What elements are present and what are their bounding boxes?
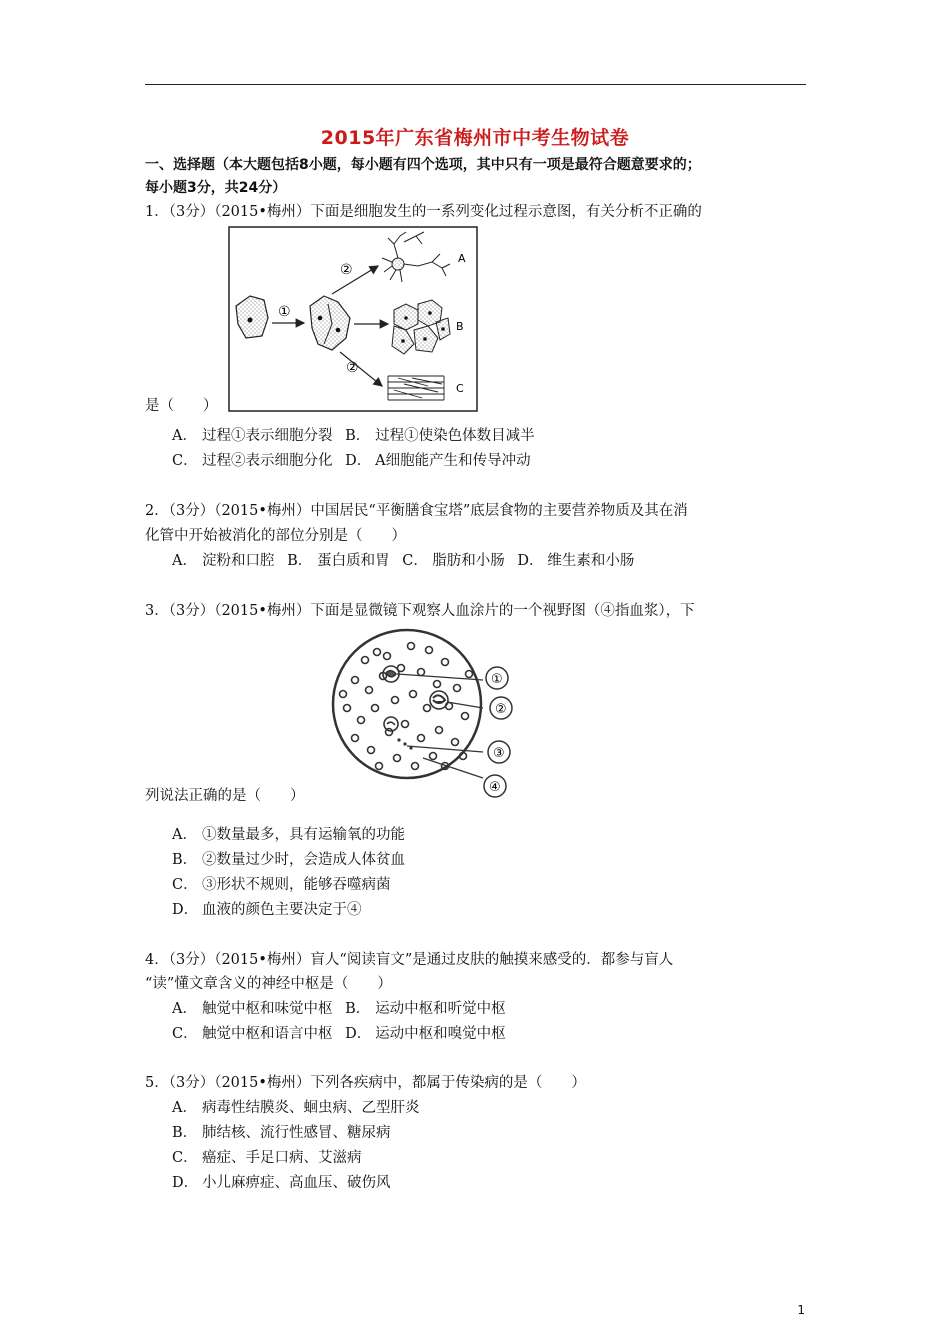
q2-option-a: 淀粉和口腔 bbox=[202, 553, 275, 569]
platelets bbox=[397, 738, 412, 749]
q1-option-b-key: B． bbox=[345, 428, 371, 444]
q3-option-b: ②数量过少时，会造成人体贫血 bbox=[202, 852, 405, 868]
q5-option-c: 癌症、手足口病、艾滋病 bbox=[202, 1150, 362, 1166]
q3-option-a-row bbox=[172, 825, 405, 845]
arrow-to-a bbox=[332, 266, 378, 294]
q5-option-c-row bbox=[172, 1148, 362, 1168]
q1-stem-line1: 1．（3分）（2015•梅州）下面是细胞发生的一系列变化过程示意图，有关分析不正确的 bbox=[145, 204, 702, 220]
q4-option-d: 运动中枢和嗅觉中枢 bbox=[375, 1026, 506, 1042]
q2-stem-line1: 2．（3分）（2015•梅州）中国居民“平衡膳食宝塔”底层食物的主要营养物质及其在消 bbox=[145, 503, 688, 519]
q2-option-b-key: B． bbox=[287, 553, 313, 569]
q5-option-d: 小儿麻痹症、高血压、破伤风 bbox=[202, 1175, 391, 1191]
q5-option-d-key: D． bbox=[172, 1175, 199, 1191]
blood-smear-diagram bbox=[325, 628, 525, 804]
q2-option-d: 维生素和小肠 bbox=[547, 553, 635, 569]
two-cells bbox=[310, 296, 350, 350]
q1-option-a-key: A． bbox=[172, 428, 197, 444]
q1-options-row2 bbox=[172, 451, 531, 471]
q4-option-a: 触觉中枢和味觉中枢 bbox=[202, 1001, 333, 1017]
q4-stem-line2: “读”懂文章含义的神经中枢是（ ） bbox=[145, 976, 392, 992]
q4-option-d-key: D． bbox=[345, 1026, 372, 1042]
q2-option-c: 脂肪和小肠 bbox=[432, 553, 505, 569]
q5-option-d-row bbox=[172, 1173, 391, 1193]
q3-option-d: 血液的颜色主要决定于④ bbox=[202, 902, 362, 918]
q4-option-c: 触觉中枢和语言中枢 bbox=[202, 1026, 333, 1042]
step2b-label: ② bbox=[346, 360, 359, 376]
white-blood-cell-2 bbox=[430, 691, 448, 709]
q5-option-b: 肺结核、流行性感冒、糖尿病 bbox=[202, 1125, 391, 1141]
q1-option-b: 过程①使染色体数目减半 bbox=[375, 428, 535, 444]
q2-option-b: 蛋白质和胃 bbox=[317, 553, 390, 569]
q3-stem-line2: 列说法正确的是（ ） bbox=[145, 788, 305, 804]
callout-1: ① bbox=[491, 672, 503, 687]
q3-option-c-key: C． bbox=[172, 877, 198, 893]
q3-option-b-key: B． bbox=[172, 852, 198, 868]
q4-option-b-key: B． bbox=[345, 1001, 371, 1017]
q5-option-a: 病毒性结膜炎、蛔虫病、乙型肝炎 bbox=[202, 1100, 420, 1116]
q2-option-d-key: D． bbox=[517, 553, 544, 569]
neuron-cell-a bbox=[382, 232, 450, 282]
label-c: C bbox=[456, 382, 464, 395]
q2-options-row bbox=[172, 551, 634, 571]
header-rule bbox=[145, 84, 806, 85]
q3-option-b-row bbox=[172, 850, 405, 870]
q4-stem-line1: 4．（3分）（2015•梅州）盲人“阅读盲文”是通过皮肤的触摸来感受的．都参与盲人 bbox=[145, 952, 674, 968]
step2a-label: ② bbox=[340, 262, 353, 278]
q3-option-c: ③形状不规则，能够吞噬病菌 bbox=[202, 877, 391, 893]
q5-option-b-key: B． bbox=[172, 1125, 198, 1141]
q3-option-d-key: D． bbox=[172, 902, 199, 918]
q5-option-c-key: C． bbox=[172, 1150, 198, 1166]
q1-option-d-key: D． bbox=[345, 453, 372, 469]
callout-4: ④ bbox=[489, 780, 501, 795]
q1-option-c: 过程②表示细胞分化 bbox=[202, 453, 333, 469]
q2-stem-line2: 化管中开始被消化的部位分别是（ ） bbox=[145, 528, 406, 544]
q1-option-d: A细胞能产生和传导冲动 bbox=[375, 453, 531, 469]
q3-option-c-row bbox=[172, 875, 391, 895]
q5-option-a-key: A． bbox=[172, 1100, 197, 1116]
q3-stem-line1: 3．（3分）（2015•梅州）下面是显微镜下观察人血涂片的一个视野图（④指血浆），下 bbox=[145, 603, 695, 619]
callout-3: ③ bbox=[493, 746, 505, 761]
q3-option-d-row bbox=[172, 900, 362, 920]
q4-option-c-key: C． bbox=[172, 1026, 198, 1042]
cell-group-b bbox=[392, 300, 450, 354]
q1-options-row1 bbox=[172, 426, 535, 446]
page-title: 2015年广东省梅州市中考生物试卷 bbox=[320, 127, 630, 149]
page-number: 1 bbox=[797, 1303, 805, 1317]
label-b: B bbox=[456, 320, 464, 333]
q4-options-row2 bbox=[172, 1024, 506, 1044]
label-a: A bbox=[458, 252, 466, 265]
step1-label: ① bbox=[278, 304, 291, 320]
q4-option-b: 运动中枢和听觉中枢 bbox=[375, 1001, 506, 1017]
q3-option-a: ①数量最多，具有运输氧的功能 bbox=[202, 827, 405, 843]
q4-option-a-key: A． bbox=[172, 1001, 197, 1017]
red-blood-cells bbox=[340, 643, 473, 770]
q1-option-a: 过程①表示细胞分裂 bbox=[202, 428, 333, 444]
q5-stem: 5．（3分）（2015•梅州）下列各疾病中，都属于传染病的是（ ） bbox=[145, 1075, 586, 1091]
q1-option-c-key: C． bbox=[172, 453, 198, 469]
callout-2: ② bbox=[495, 702, 507, 717]
q1-stem-line2: 是（ ） bbox=[145, 398, 218, 414]
q5-option-a-row bbox=[172, 1098, 420, 1118]
q5-option-b-row bbox=[172, 1123, 391, 1143]
q2-option-c-key: C． bbox=[402, 553, 428, 569]
cell-division-diagram bbox=[228, 226, 478, 412]
q3-option-a-key: A． bbox=[172, 827, 197, 843]
q4-options-row1 bbox=[172, 999, 506, 1019]
q2-option-a-key: A． bbox=[172, 553, 197, 569]
section-heading-line2: 每小题3分，共24分） bbox=[145, 180, 287, 196]
muscle-cells-c bbox=[388, 376, 444, 400]
section-heading-line1: 一、选择题（本大题包括8小题，每小题有四个选项，其中只有一项是最符合题意要求的； bbox=[145, 157, 701, 173]
initial-cell bbox=[236, 296, 268, 338]
